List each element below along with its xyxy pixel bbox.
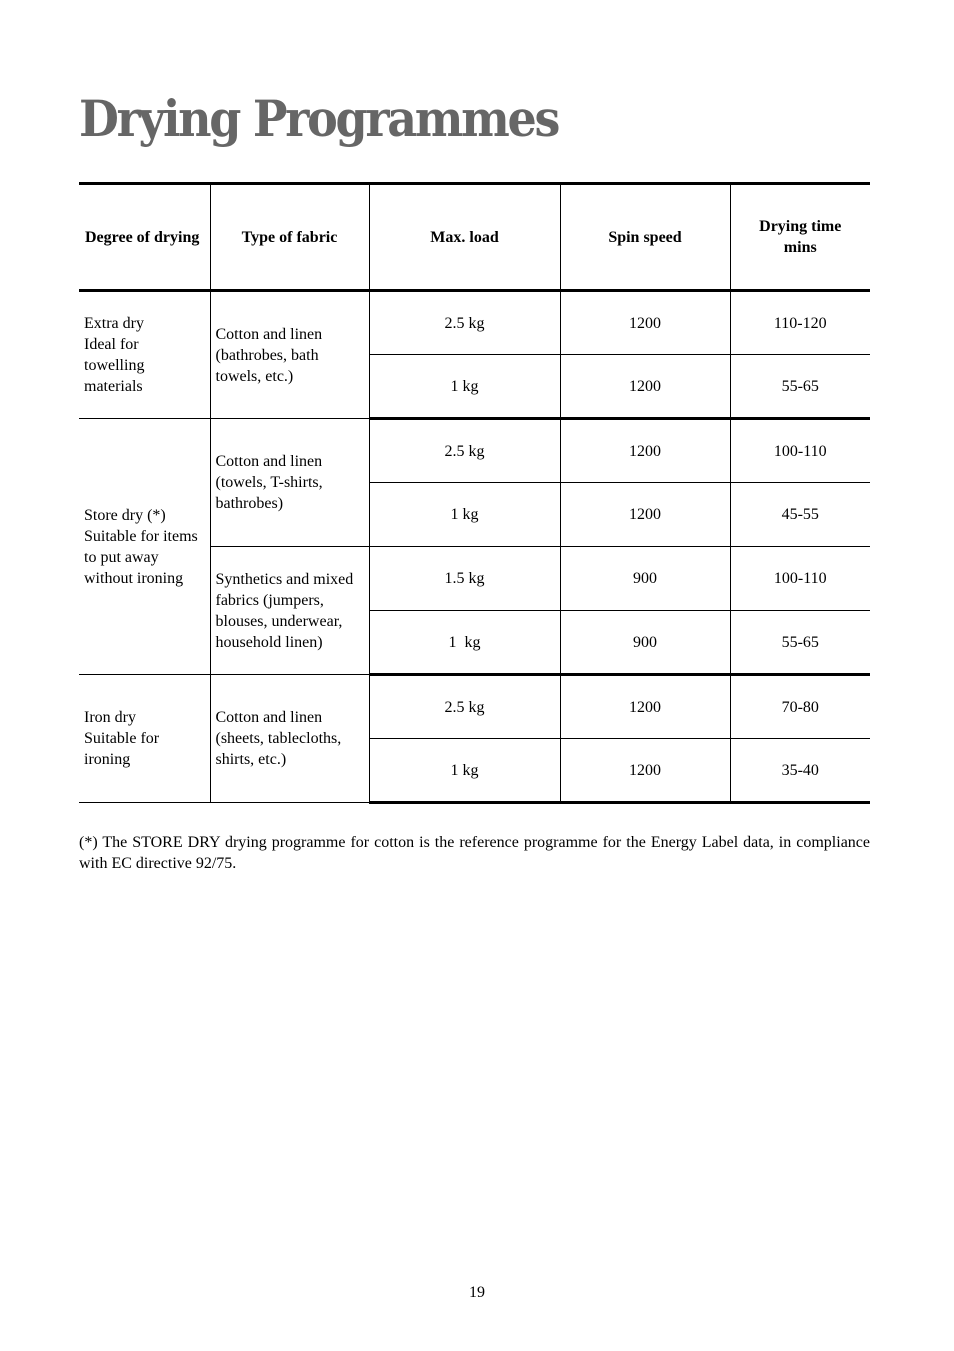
- fabric-text: Cotton and linen: [215, 453, 323, 470]
- max-load-cell: 1 kg: [369, 611, 560, 675]
- fabric-text: bathrobes): [215, 495, 284, 512]
- fabric-text: blouses, underwear,: [215, 612, 343, 630]
- fabric-text: shirts, etc.): [215, 751, 287, 768]
- degree-text: Suitable for items: [84, 527, 198, 545]
- fabric-text: (bathrobes, bath: [215, 346, 319, 364]
- max-load-cell: 1.5 kg: [369, 547, 560, 611]
- spin-speed-cell: 1200: [560, 419, 730, 483]
- header-drying-time-line2: mins: [783, 239, 817, 256]
- header-type-of-fabric: Type of fabric: [210, 184, 369, 291]
- degree-text: materials: [84, 378, 143, 395]
- spin-speed-cell: 1200: [560, 355, 730, 419]
- degree-text: to put away: [84, 548, 159, 566]
- page-number: 19: [469, 1284, 485, 1301]
- footnote: (*) The STORE DRY drying programme for cotton is the reference programme for the Energy Label data, in compliance with EC directive 92/75.: [79, 834, 870, 872]
- drying-time-cell: 70-80: [730, 675, 870, 739]
- spin-speed-cell: 900: [560, 611, 730, 675]
- spin-speed-cell: 1200: [560, 739, 730, 803]
- max-load-cell: 1 kg: [369, 355, 560, 419]
- drying-programmes-table: [79, 182, 870, 804]
- spin-speed-cell: 1200: [560, 291, 730, 355]
- fabric-text: fabrics (jumpers,: [215, 591, 324, 609]
- header-drying-time-line1: Drying time: [759, 218, 842, 235]
- degree-cell-iron-dry: [79, 675, 210, 803]
- degree-text: ironing: [84, 751, 131, 768]
- degree-text: Iron dry: [84, 709, 136, 726]
- header-spin-speed: Spin speed: [560, 184, 730, 291]
- max-load-cell: 2.5 kg: [369, 675, 560, 739]
- fabric-text: Synthetics and mixed: [215, 570, 354, 588]
- drying-time-cell: 45-55: [730, 483, 870, 547]
- header-drying-time: [730, 184, 870, 291]
- spin-speed-cell: 1200: [560, 483, 730, 547]
- degree-cell-extra-dry: [79, 291, 210, 419]
- page-title: Drying Programmes: [79, 89, 559, 148]
- table-row: [79, 675, 870, 739]
- degree-text: without ironing: [84, 569, 184, 587]
- degree-text: Extra dry: [84, 315, 144, 332]
- degree-text: Store dry (*): [84, 506, 166, 524]
- degree-cell-store-dry: [79, 419, 210, 675]
- drying-time-cell: 55-65: [730, 355, 870, 419]
- fabric-text: Cotton and linen: [215, 325, 323, 343]
- max-load-cell: 2.5 kg: [369, 291, 560, 355]
- table-header-row: [79, 184, 870, 291]
- max-load-cell: 1 kg: [369, 739, 560, 803]
- drying-time-cell: 35-40: [730, 739, 870, 803]
- degree-text: Ideal for: [84, 336, 139, 353]
- fabric-cell: [210, 419, 369, 547]
- fabric-cell: [210, 547, 369, 675]
- header-degree-of-drying: Degree of drying: [79, 184, 210, 291]
- max-load-cell: 1 kg: [369, 483, 560, 547]
- fabric-cell: [210, 291, 369, 419]
- fabric-text: (towels, T-shirts,: [215, 474, 323, 491]
- fabric-text: Cotton and linen: [215, 709, 323, 726]
- degree-text: Suitable for: [84, 730, 160, 747]
- drying-time-cell: 100-110: [730, 547, 870, 611]
- fabric-text: household linen): [215, 633, 323, 651]
- drying-time-cell: 110-120: [730, 291, 870, 355]
- max-load-cell: 2.5 kg: [369, 419, 560, 483]
- fabric-cell: [210, 675, 369, 803]
- table-row: [79, 419, 870, 483]
- fabric-text: towels, etc.): [215, 367, 294, 385]
- table-row: [79, 291, 870, 355]
- spin-speed-cell: 1200: [560, 675, 730, 739]
- spin-speed-cell: 900: [560, 547, 730, 611]
- fabric-text: (sheets, tablecloths,: [215, 730, 342, 747]
- degree-text: towelling: [84, 357, 145, 374]
- drying-time-cell: 100-110: [730, 419, 870, 483]
- header-max-load: Max. load: [369, 184, 560, 291]
- drying-time-cell: 55-65: [730, 611, 870, 675]
